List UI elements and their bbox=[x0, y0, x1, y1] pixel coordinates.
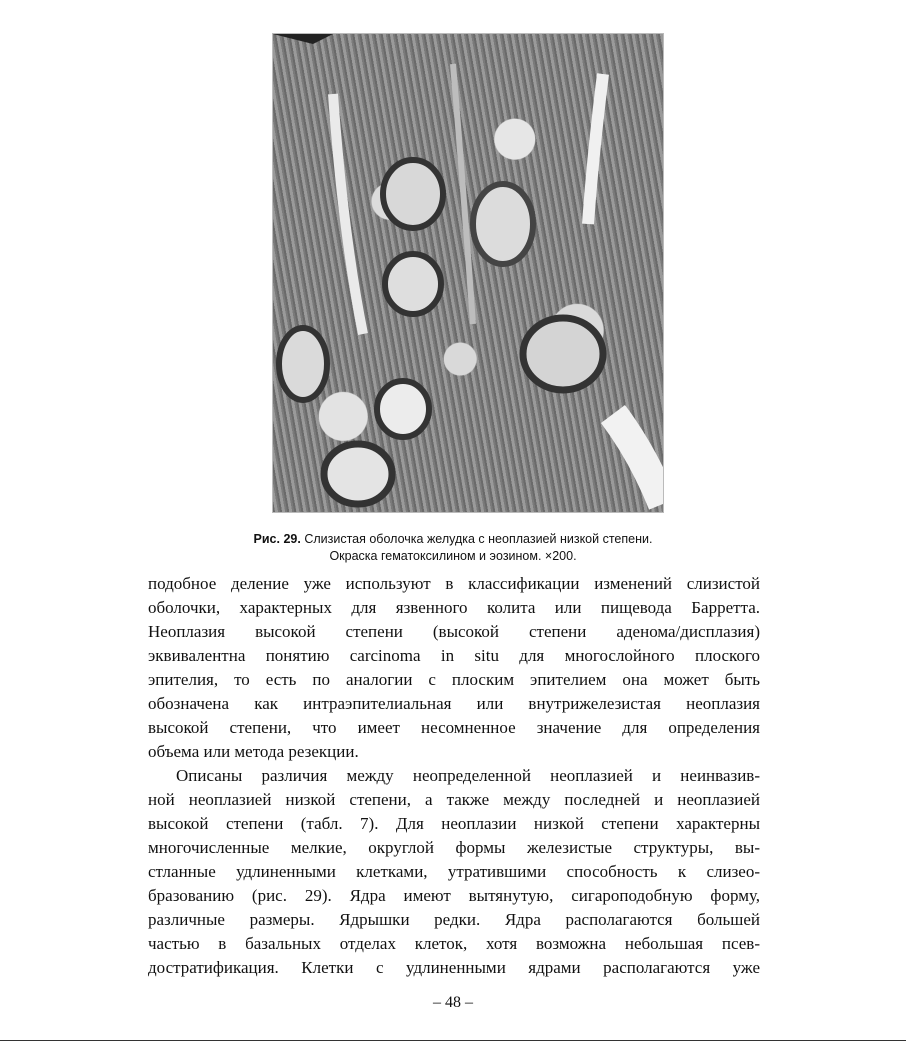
page-bottom-rule bbox=[0, 1040, 906, 1041]
paragraph-1 bbox=[148, 572, 760, 764]
figure-caption-line2: Окраска гематоксилином и эозином. ×200. bbox=[329, 549, 577, 563]
paragraph-line: эквивалентна понятию carcinoma in situ для многослойного плоского bbox=[148, 646, 760, 665]
paragraph-2 bbox=[148, 764, 760, 980]
paragraph-line: обозначена как интраэпителиальная или внутрижелезистая неоплазия bbox=[148, 694, 760, 713]
paragraph-line: бразованию (рис. 29). Ядра имеют вытянутую, сигароподобную форму, bbox=[148, 886, 760, 905]
paragraph-line: частью в базальных отделах клеток, хотя возможна небольшая псев- bbox=[148, 934, 760, 953]
figure-caption-line1 bbox=[0, 531, 906, 548]
paragraph-line: высокой степени (табл. 7). Для неоплазии низкой степени характерны bbox=[148, 814, 760, 833]
paragraph-line: объема или метода резекции. bbox=[148, 742, 359, 761]
figure-caption-label: Рис. 29. bbox=[253, 532, 301, 546]
paragraph-line: стланные удлиненными клетками, утратившими способность к слизео- bbox=[148, 862, 760, 881]
figure-caption-text: Слизистая оболочка желудка с неоплазией низкой степени. bbox=[304, 532, 653, 546]
micrograph-glands bbox=[273, 34, 663, 512]
page-number: – 48 – bbox=[433, 994, 473, 1011]
paragraph-line: эпителия, то есть по аналогии с плоским эпителием она может быть bbox=[148, 670, 760, 689]
paragraph-line: Неоплазия высокой степени (высокой степени аденома/дисплазия) bbox=[148, 622, 760, 641]
paragraph-line: оболочки, характерных для язвенного колита или пищевода Барретта. bbox=[148, 598, 760, 617]
paragraph-line: многочисленные мелкие, округлой формы железистые структуры, вы- bbox=[148, 838, 760, 857]
paragraph-line: различные размеры. Ядрышки редки. Ядра располагаются большей bbox=[148, 910, 760, 929]
paragraph-line: высокой степени, что имеет несомненное значение для определения bbox=[148, 718, 760, 737]
paragraph-line: достратификация. Клетки с удлиненными ядрами располагаются уже bbox=[148, 958, 760, 977]
paragraph-line: Описаны различия между неопределенной неоплазией и неинвазив- bbox=[176, 766, 760, 785]
histology-micrograph bbox=[272, 33, 664, 513]
paragraph-line: ной неоплазией низкой степени, а также между последней и неоплазией bbox=[148, 790, 760, 809]
paragraph-line: подобное деление уже используют в классификации изменений слизистой bbox=[148, 574, 760, 593]
